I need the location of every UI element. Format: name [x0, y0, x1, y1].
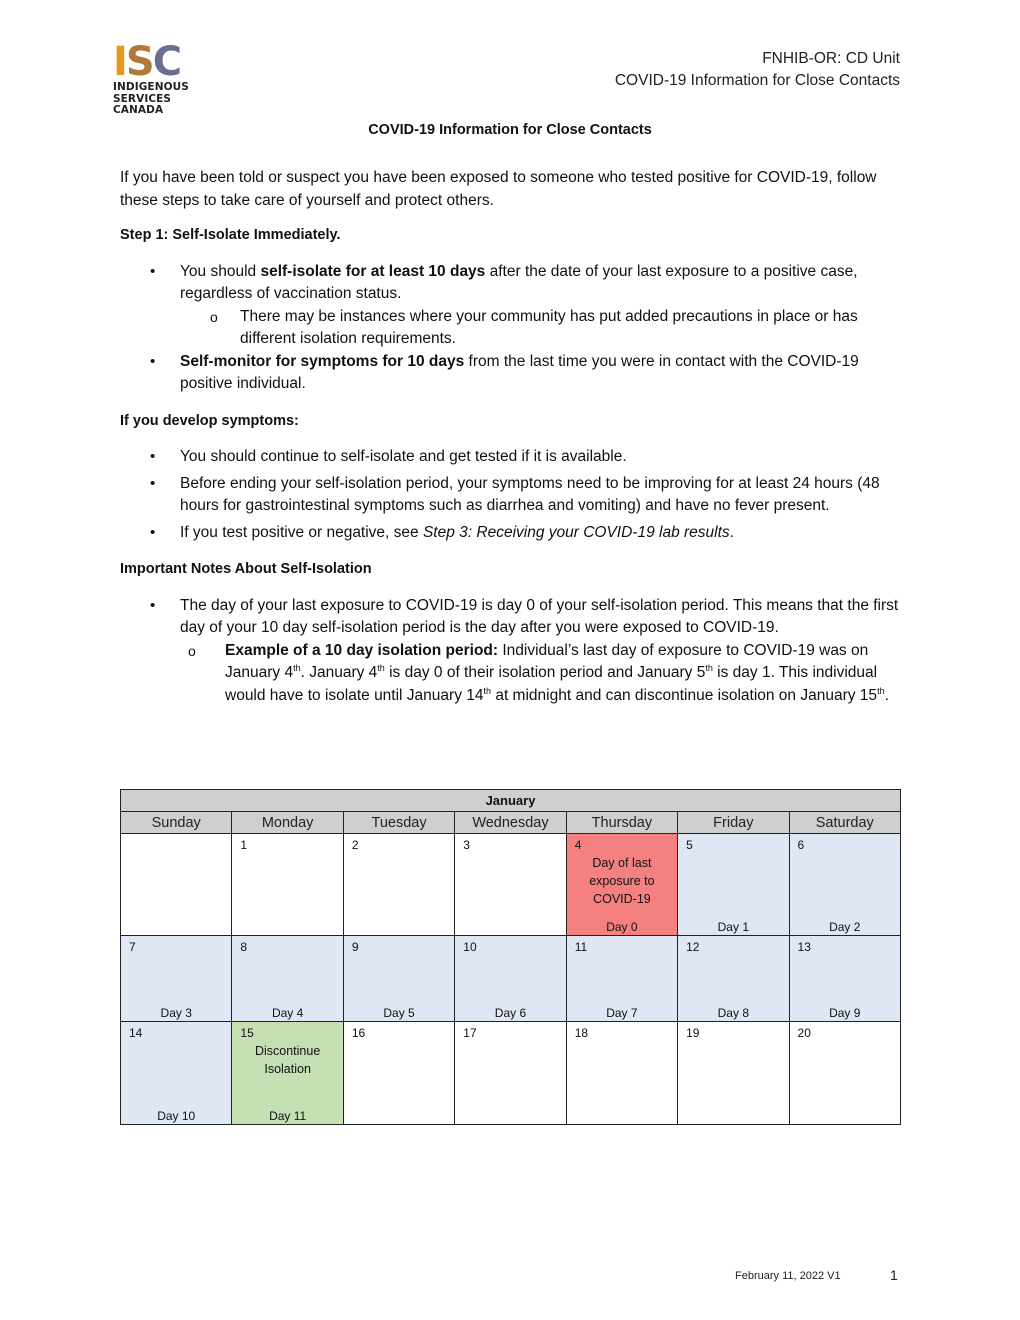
- step1-bullet1-post: after the date of your last exposure to a positive case, regardless of vaccination status.: [180, 262, 858, 302]
- day-number: 17: [463, 1026, 477, 1040]
- example-heading: Example of a 10 day isolation period:: [225, 641, 499, 659]
- calendar-day-cell: [232, 834, 343, 936]
- calendar-day-cell: [232, 1022, 343, 1125]
- isolation-day-label: Day 6: [494, 1006, 527, 1020]
- notes-example: [180, 640, 902, 708]
- page-number: 1: [890, 1267, 898, 1283]
- weekday-sunday: Sunday: [121, 812, 232, 834]
- symptoms-heading: If you develop symptoms:: [120, 412, 299, 429]
- symptoms-bullet3-ref: Step 3: Receiving your COVID-19 lab results: [422, 523, 730, 541]
- day-number: 2: [351, 838, 359, 852]
- calendar-week-3: [121, 1022, 901, 1125]
- ordinal-sup: th: [293, 662, 301, 673]
- example-text-4: is day 1. This individual would have to isolate until January 14: [225, 664, 878, 704]
- symptoms-list: [120, 446, 902, 544]
- step1-list: [120, 261, 902, 396]
- isolation-day-label: Day 1: [717, 920, 749, 934]
- step1-sub-bullet: o There may be instances where your community has put added precautions in place or has different isolation requirements.: [180, 306, 902, 351]
- isolation-calendar: [120, 789, 901, 1125]
- header-doc-name: COVID-19 Information for Close Contacts: [614, 72, 900, 89]
- weekday-saturday: Saturday: [789, 812, 900, 834]
- day-number: 19: [686, 1026, 700, 1040]
- symptoms-bullet-test: • You should continue to self-isolate and get tested if it is available.: [120, 446, 902, 469]
- logo-word-indigenous: INDIGENOUS: [113, 81, 189, 93]
- ordinal-sup: th: [705, 662, 713, 673]
- calendar-day-cell: [121, 936, 232, 1022]
- isc-logo: [113, 39, 203, 124]
- weekday-friday: Friday: [678, 812, 789, 834]
- symptoms-bullet3-pre: If you test positive or negative, see: [180, 523, 423, 541]
- day-number: 15: [240, 1026, 254, 1040]
- day-number: 16: [351, 1026, 366, 1040]
- example-text-2: . January 4: [300, 664, 378, 681]
- isolation-day-label: Day 2: [829, 920, 861, 934]
- example-text-5: at midnight and can discontinue isolation on January 15: [491, 686, 878, 704]
- step1-bullet2-bold: Self-monitor for symptoms for 10 days: [180, 352, 465, 370]
- calendar-day-cell: [789, 936, 900, 1022]
- logo-letter-c: C: [152, 39, 181, 85]
- calendar-week-2: [121, 936, 901, 1022]
- notes-bullet-day0: [120, 595, 902, 708]
- calendar-day-cell: [566, 936, 677, 1022]
- isolation-day-label: Day 11: [269, 1109, 307, 1123]
- day-number: 14: [129, 1026, 143, 1040]
- weekday-monday: Monday: [232, 812, 343, 834]
- page-header: [615, 48, 900, 92]
- calendar-day-cell: [455, 834, 566, 936]
- example-text-3: is day 0 of their isolation period and January 5: [384, 664, 706, 681]
- calendar-day-cell: [566, 834, 677, 936]
- intro-paragraph: If you have been told or suspect you have been exposed to someone who tested positive for COVID-19, follow these steps to take care of yourself and protect others.: [120, 169, 877, 209]
- day-number: 7: [129, 940, 136, 954]
- symptoms-bullet-improving: • Before ending your self-isolation period, your symptoms need to be improving for at least 24 hours (48 hours for gastrointestinal symptoms such as diarrhea and vomiting) and have no fever present.: [120, 473, 902, 518]
- day-number: 8: [240, 940, 248, 954]
- step1-sublist: [180, 306, 902, 351]
- notes-bullet1-text: The day of your last exposure to COVID-19 is day 0 of your self-isolation period. This means that the first day of your 10 day self-isolation period is the day after you were exposed to COVID-19.: [180, 596, 899, 636]
- day-number: 9: [351, 940, 359, 954]
- calendar-weekday-row: [121, 812, 901, 834]
- ordinal-sup: th: [377, 662, 385, 673]
- document-body: [120, 167, 902, 721]
- day-number: 13: [797, 940, 811, 954]
- document-title: COVID-19 Information for Close Contacts: [368, 122, 652, 138]
- example-text-1: Individual’s last day of exposure to COVID-19 was on January 4: [225, 641, 869, 681]
- symptoms-bullet3-post: .: [729, 523, 734, 541]
- weekday-thursday: Thursday: [566, 812, 677, 834]
- header-unit: FNHIB-OR: CD Unit: [762, 50, 900, 67]
- day-number: 10: [463, 940, 477, 954]
- calendar-day-cell: [343, 834, 454, 936]
- footer-date-version: February 11, 2022 V1: [735, 1270, 841, 1282]
- calendar-month: January: [121, 790, 901, 812]
- notes-sublist: [180, 640, 902, 708]
- calendar-day-cell: [455, 1022, 566, 1125]
- day-number: 1: [240, 838, 248, 852]
- logo-letter-s: S: [125, 39, 153, 85]
- day-number: 6: [797, 838, 805, 852]
- isolation-day-label: Day 8: [717, 1006, 749, 1020]
- weekday-tuesday: Tuesday: [343, 812, 454, 834]
- day-number: 11: [574, 940, 588, 954]
- calendar-week-1: [121, 834, 901, 936]
- isolation-day-label: Day 10: [157, 1109, 196, 1123]
- logo-wordmark: [113, 82, 203, 117]
- calendar-day-cell: [678, 1022, 789, 1125]
- calendar-day-cell: [455, 936, 566, 1022]
- step1-bullet1-pre: You should: [180, 262, 261, 280]
- day-number: 3: [463, 838, 470, 852]
- isolation-day-label: Day 0: [606, 920, 638, 934]
- isolation-day-label: Day 3: [160, 1006, 192, 1020]
- day-note: Discontinue Isolation: [254, 1044, 321, 1076]
- step1-bullet1-bold: self-isolate for at least 10 days: [260, 262, 486, 280]
- step1-bullet2-post: from the last time you were in contact with the COVID-19 positive individual.: [180, 352, 859, 392]
- calendar-day-cell: [678, 936, 789, 1022]
- calendar-day-cell: [789, 1022, 900, 1125]
- notes-list: [120, 595, 902, 708]
- isc-logo-letters: [113, 39, 203, 85]
- logo-word-services: SERVICES: [113, 92, 172, 105]
- day-number: 12: [686, 940, 700, 954]
- notes-heading: Important Notes About Self-Isolation: [120, 561, 372, 577]
- day-number: 18: [574, 1026, 589, 1040]
- ordinal-sup: th: [877, 685, 885, 696]
- step1-bullet-isolate: [120, 261, 902, 351]
- day-number: 4: [574, 838, 582, 852]
- isolation-day-label: Day 9: [829, 1006, 861, 1020]
- day-note: Day of last exposure to COVID-19: [589, 856, 655, 906]
- isolation-day-label: Day 5: [383, 1006, 415, 1020]
- isolation-day-label: Day 4: [271, 1006, 304, 1020]
- calendar-day-cell: [121, 1022, 232, 1125]
- calendar-day-cell: [121, 834, 232, 936]
- day-number: 20: [797, 1026, 811, 1040]
- example-text-6: .: [884, 686, 889, 704]
- step1-bullet-monitor: [120, 351, 902, 396]
- ordinal-sup: th: [483, 685, 492, 696]
- calendar-day-cell: [232, 936, 343, 1022]
- step1-heading: Step 1: Self-Isolate Immediately.: [120, 227, 341, 243]
- calendar-day-cell: [789, 834, 900, 936]
- calendar-weeks: [121, 834, 901, 1125]
- calendar-day-cell: [566, 1022, 677, 1125]
- symptoms-bullet-results: [120, 522, 902, 545]
- calendar-day-cell: [678, 834, 789, 936]
- isolation-day-label: Day 7: [606, 1006, 638, 1020]
- logo-word-canada: CANADA: [113, 104, 164, 116]
- weekday-wednesday: Wednesday: [455, 812, 566, 834]
- day-number: 5: [686, 838, 693, 852]
- calendar-day-cell: [343, 936, 454, 1022]
- logo-letter-i: I: [113, 39, 126, 85]
- calendar-day-cell: [343, 1022, 454, 1125]
